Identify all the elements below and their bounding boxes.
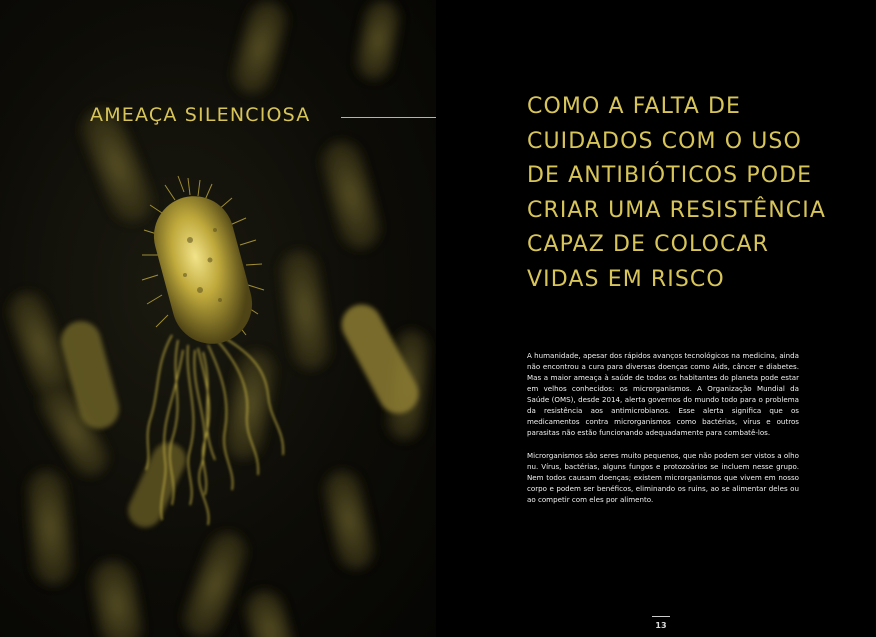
headline [527, 90, 857, 297]
body-paragraph: Microrganismos são seres muito pequenos, que não podem ser vistos a olho nu. Vírus, bactérias, alguns fungos e protozoários se incluem nesse grupo. Nem todos causam doenças; existem microrganismos que vivem em nosso corpo e podem ser benéficos, eliminando os ruins, ao se alimentar deles ou ao competir com eles por alimento. [527, 451, 799, 504]
headline-line: CRIAR UMA RESISTÊNCIA [527, 197, 826, 223]
section-label: AMEAÇA SILENCIOSA [90, 104, 311, 126]
page-number: 13 [655, 621, 667, 630]
headline-line: DE ANTIBIÓTICOS PODE [527, 163, 813, 188]
bacteria-micrograph [0, 0, 436, 637]
headline-line: COMO A FALTA DE [527, 94, 742, 119]
headline-line: VIDAS EM RISCO [527, 266, 725, 292]
headline-line: CUIDADOS COM O USO [527, 128, 802, 154]
headline-line: CAPAZ DE COLOCAR [527, 232, 769, 257]
body-text [527, 350, 799, 517]
body-paragraph: A humanidade, apesar dos rápidos avanços tecnológicos na medicina, ainda não encontrou a cura para diversas doenças como Aids, câncer e diabetes. Mas a maior ameaça à saúde de todos os habitantes do planeta pode estar em velhos conhecidos: os microrganismos. A Organização Mundial da Saúde (OMS), desde 2014, alerta governos do mundo todo para o problema da resistência aos antimicrobianos. Esse alerta significa que os medicamentos contra microrganismos como bactérias, vírus e outros parasitas não estão funcionando adequadamente para combatê-los. [527, 351, 799, 437]
left-page [0, 0, 436, 637]
page-number-rule [652, 616, 670, 617]
